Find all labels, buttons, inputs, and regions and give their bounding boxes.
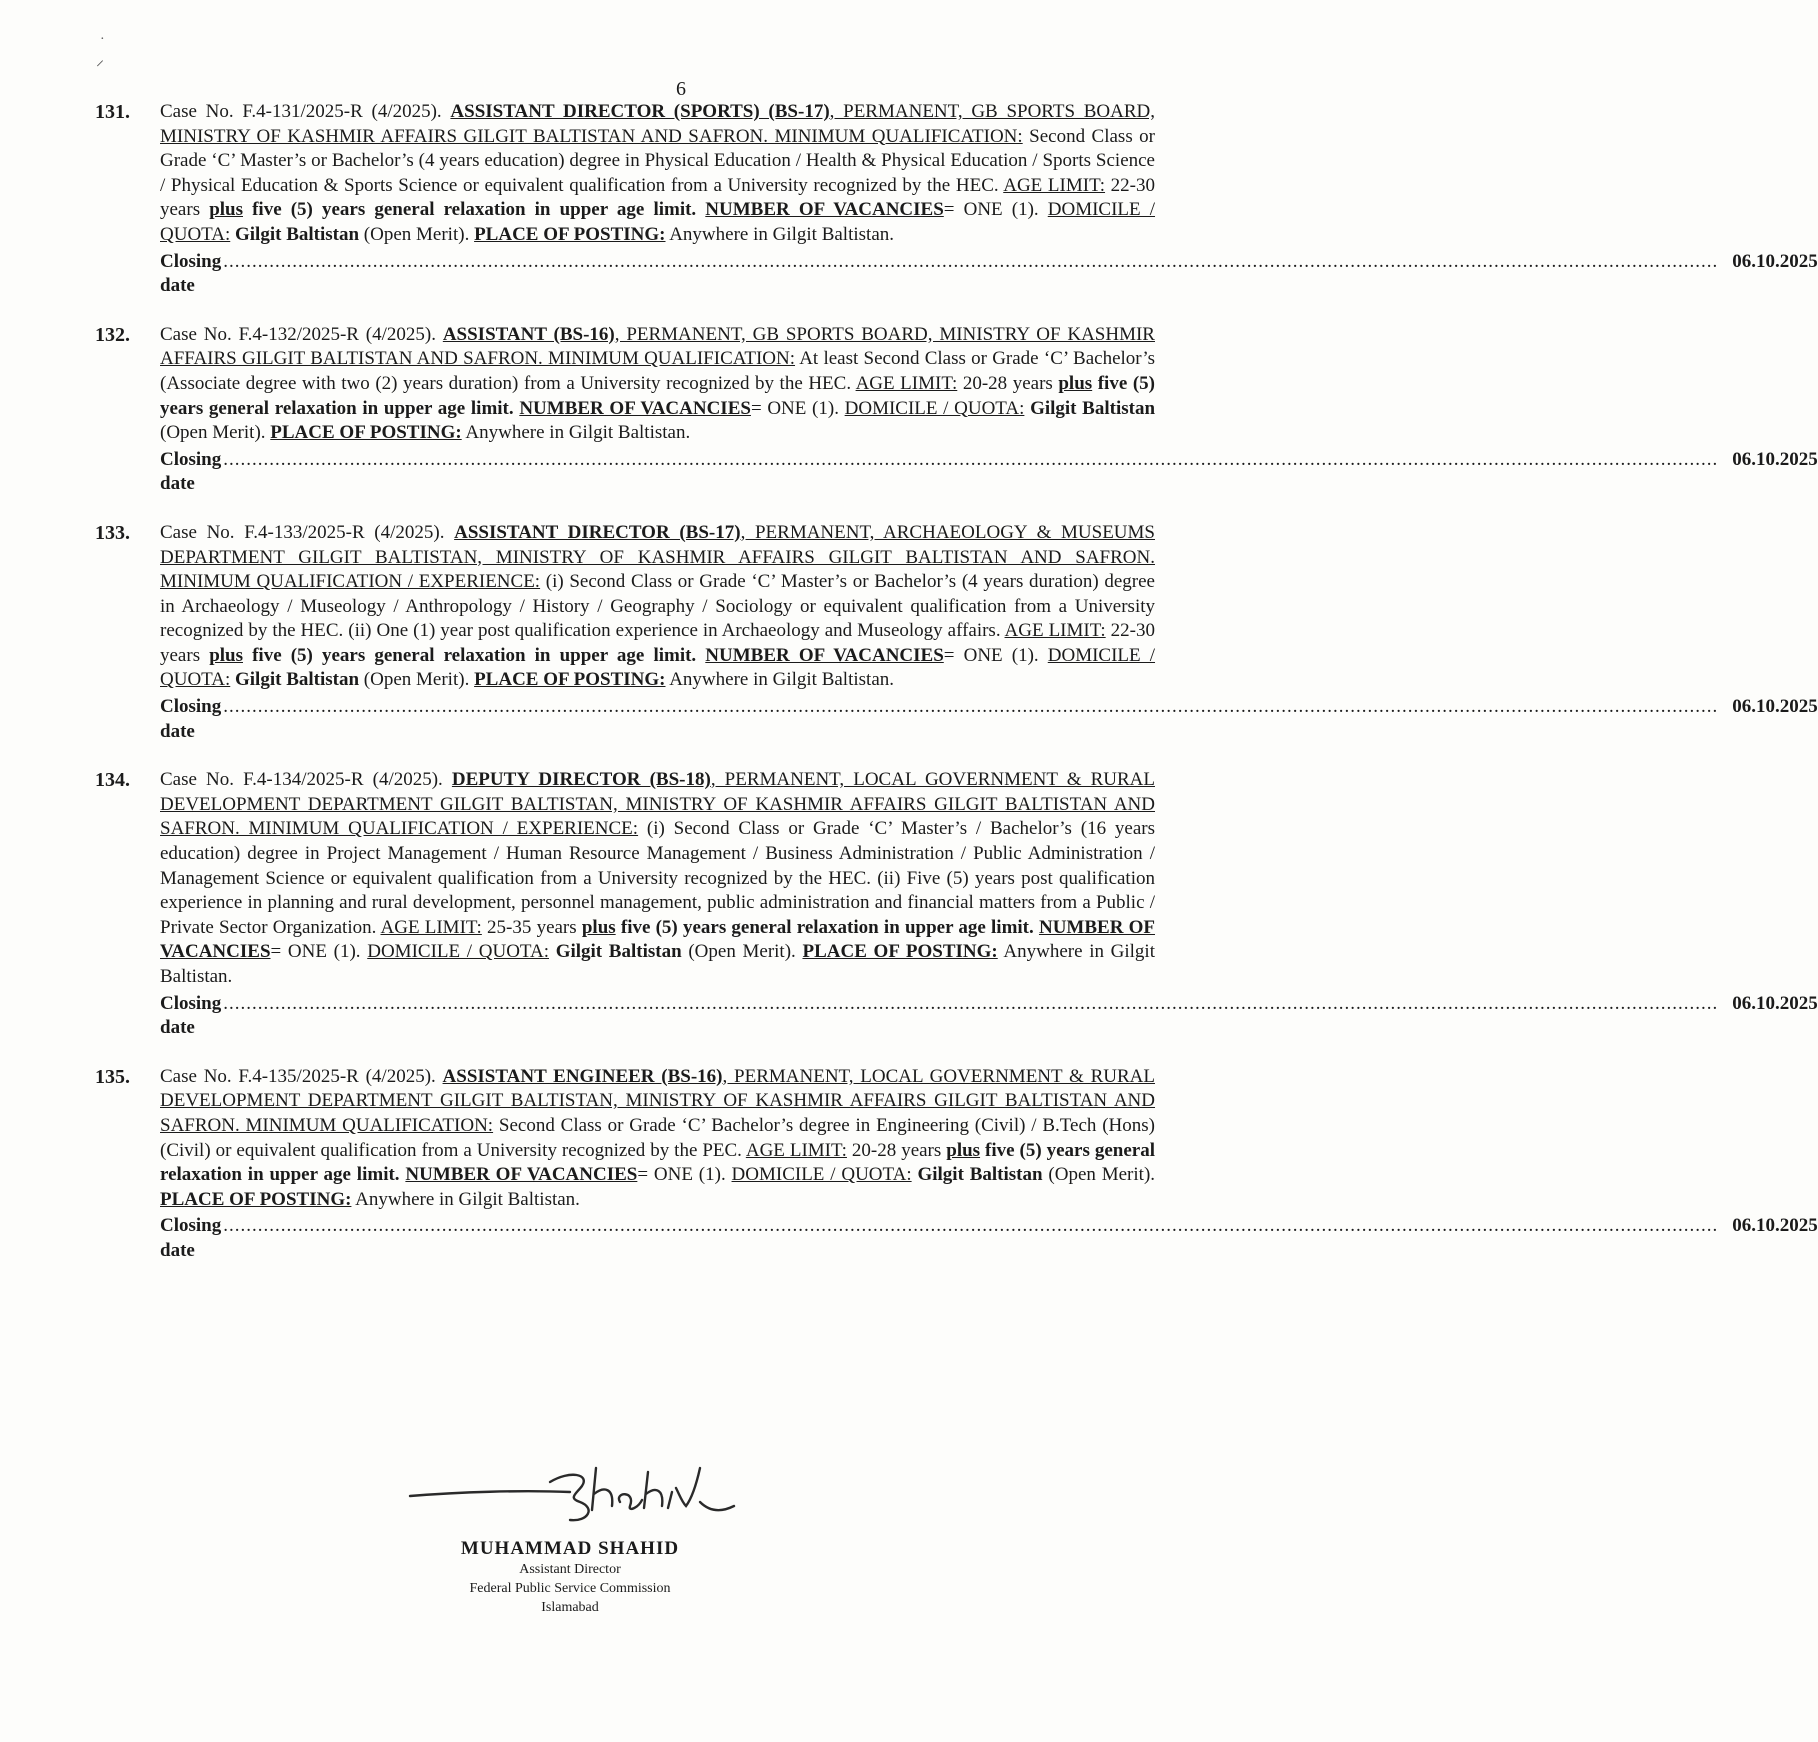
- entry-number: 135.: [95, 1065, 130, 1088]
- entry-text-segment: five (5) years general relaxation in upper age limit.: [243, 199, 706, 221]
- closing-date-label: Closing date: [160, 696, 222, 742]
- entry-text-segment: (Open Merit).: [359, 669, 475, 691]
- entry-text-segment: , PERMANENT, GB SPORTS BOARD, MINISTRY OF KASHMIR AFFAIRS GILGIT BALTISTAN AND SAFRON. MINIMUM QUALIFICATION:: [160, 101, 1156, 147]
- closing-date-value: 06.10.2025: [1732, 250, 1818, 272]
- entry-text-segment: Anywhere in Gilgit Baltistan.: [665, 669, 895, 691]
- entry-body: [160, 521, 1155, 693]
- handwritten-signature: [400, 1462, 740, 1534]
- entry-text-segment: five (5) years general relaxation in upper age limit.: [243, 644, 706, 666]
- entry-text-segment: Case No. F.4-133/2025-R (4/2025).: [160, 521, 455, 543]
- entry-text-segment: Gilgit Baltistan: [1030, 397, 1156, 419]
- vacancy-entry: [95, 1065, 1818, 1264]
- vacancy-list: [95, 100, 1818, 1288]
- entry-text-segment: Gilgit Baltistan: [917, 1164, 1043, 1186]
- entry-text-segment: plus: [1058, 372, 1093, 394]
- entry-text-segment: Gilgit Baltistan: [235, 223, 360, 245]
- entry-text-segment: NUMBER OF VACANCIES: [705, 644, 944, 666]
- entry-text-segment: , PERMANENT, LOCAL GOVERNMENT & RURAL DEVELOPMENT DEPARTMENT GILGIT BALTISTAN, MINISTRY OF KASHMIR AFFAIRS GILGIT BALTISTAN AND SAFRON. MINIMUM QUALIFICATION / EXPERIENCE:: [160, 769, 1155, 840]
- entry-text-segment: , PERMANENT, GB SPORTS BOARD, MINISTRY OF KASHMIR AFFAIRS GILGIT BALTISTAN AND SAFRON. MINIMUM QUALIFICATION:: [160, 323, 1155, 370]
- entry-text-segment: plus: [581, 916, 616, 938]
- entry-text-segment: five (5) years general relaxation in upper age limit.: [615, 916, 1039, 938]
- closing-date-label: Closing date: [160, 992, 222, 1039]
- entry-text-segment: NUMBER OF VACANCIES: [519, 397, 751, 419]
- entry-text-segment: AGE LIMIT:: [745, 1139, 847, 1161]
- entry-number: 132.: [95, 323, 130, 346]
- entry-text-segment: Gilgit Baltistan: [555, 941, 682, 963]
- entry-text-segment: 25-35 years: [481, 916, 582, 938]
- entry-text-segment: Second Class or Grade ‘C’ Bachelor’s degree in Engineering (Civil) / B.Tech (Hons) (Civil) or equivalent qualification from a University recognized by the PEC.: [160, 1114, 1155, 1161]
- entry-number: 134.: [95, 769, 130, 792]
- entry-text-segment: (Open Merit).: [1042, 1164, 1156, 1186]
- entry-text-segment: NUMBER OF VACANCIES: [705, 199, 944, 221]
- entry-text-segment: 22-30 years: [160, 620, 1155, 666]
- entry-text-segment: = ONE (1).: [270, 941, 368, 963]
- entry-text-segment: AGE LIMIT:: [855, 372, 958, 394]
- vacancy-entry: [95, 521, 1818, 744]
- entry-text-segment: NUMBER OF VACANCIES: [405, 1164, 638, 1186]
- closing-date-value: 06.10.2025: [1732, 992, 1818, 1014]
- closing-date-row: [160, 448, 1818, 497]
- entry-text-segment: DOMICILE / QUOTA:: [844, 397, 1025, 419]
- entry-text-segment: Case No. F.4-135/2025-R (4/2025).: [160, 1065, 443, 1087]
- entry-text-segment: Case No. F.4-132/2025-R (4/2025).: [160, 323, 443, 345]
- entry-body: [160, 1065, 1155, 1213]
- vacancy-entry: [95, 323, 1818, 497]
- entry-text-segment: Anywhere in Gilgit Baltistan.: [160, 941, 1155, 987]
- entry-text-segment: AGE LIMIT:: [1003, 174, 1106, 196]
- entry-text-segment: = ONE (1).: [943, 644, 1048, 666]
- closing-date-row: [160, 695, 1818, 744]
- entry-text-segment: DOMICILE / QUOTA:: [731, 1164, 912, 1186]
- closing-date-row: [160, 250, 1818, 299]
- entry-text-segment: Anywhere in Gilgit Baltistan.: [461, 422, 691, 444]
- dot-leader: ....................................................................................................................................................................................................................................................................: [223, 250, 1719, 272]
- scan-speck: ⸝: [96, 52, 105, 69]
- entry-number: 131.: [95, 101, 130, 123]
- entry-text-segment: Anywhere in Gilgit Baltistan.: [351, 1188, 580, 1210]
- entry-text-segment: 22-30 years: [160, 174, 1156, 221]
- entry-text-segment: (i) Second Class or Grade ‘C’ Master’s / Bachelor’s (16 years education) degree in Project Management / Human Resource Management / Business Administration / Public Administration / Management Science or equivalent qualification from a University recognized by the HEC. (ii) Five (5) years post qualification experience in planning and rural development, personnel management, public administration and financial matters from a Public / Private Sector Organization.: [160, 818, 1155, 938]
- signature-block: [380, 1462, 760, 1617]
- entry-text-segment: PLACE OF POSTING:: [474, 223, 666, 245]
- entry-text-segment: ASSISTANT DIRECTOR (SPORTS) (BS-17): [450, 101, 830, 122]
- entry-text-segment: = ONE (1).: [943, 199, 1048, 221]
- entry-text-segment: Case No. F.4-134/2025-R (4/2025).: [160, 769, 452, 791]
- closing-date-row: [160, 992, 1818, 1041]
- entry-body: [160, 100, 1155, 248]
- entry-text-segment: PLACE OF POSTING:: [270, 422, 462, 444]
- entry-text-segment: (i) Second Class or Grade ‘C’ Master’s or Bachelor’s (4 years duration) degree in Archaeology / Museology / Anthropology / History / Geography / Sociology or equivalent qualification from a University recognized by the HEC. (ii) One (1) year post qualification experience in Archaeology and Museology affairs.: [160, 571, 1155, 642]
- entry-text-segment: (Open Merit).: [160, 422, 271, 444]
- entry-text-segment: DOMICILE / QUOTA:: [160, 199, 1156, 245]
- page-number: 6: [676, 78, 686, 100]
- dot-leader: ....................................................................................................................................................................................................................................................................: [223, 448, 1719, 470]
- entry-text-segment: ASSISTANT ENGINEER (BS-16): [442, 1065, 723, 1087]
- closing-date-value: 06.10.2025: [1732, 696, 1818, 718]
- signatory-city: Islamabad: [541, 1600, 599, 1615]
- entry-body: [160, 323, 1155, 446]
- entry-text-segment: plus: [209, 644, 243, 666]
- vacancy-entry: [95, 768, 1818, 1041]
- entry-text-segment: ASSISTANT (BS-16): [442, 323, 615, 345]
- signatory-designation: Assistant Director: [519, 1562, 621, 1577]
- closing-date-label: Closing date: [160, 250, 222, 297]
- signatory-name: MUHAMMAD SHAHID: [460, 1538, 680, 1559]
- entry-text-segment: DEPUTY DIRECTOR (BS-18): [451, 769, 711, 791]
- entry-text-segment: Gilgit Baltistan: [235, 669, 360, 691]
- entry-text-segment: [549, 941, 556, 962]
- entry-text-segment: AGE LIMIT:: [380, 916, 482, 938]
- entry-text-segment: = ONE (1).: [637, 1164, 732, 1186]
- entry-text-segment: , PERMANENT, LOCAL GOVERNMENT & RURAL DEVELOPMENT DEPARTMENT GILGIT BALTISTAN, MINISTRY OF KASHMIR AFFAIRS GILGIT BALTISTAN AND SAFRON. MINIMUM QUALIFICATION:: [160, 1065, 1155, 1136]
- signatory-organization: Federal Public Service Commission: [469, 1581, 671, 1596]
- dot-leader: ....................................................................................................................................................................................................................................................................: [223, 1215, 1719, 1237]
- entry-text-segment: At least Second Class or Grade ‘C’ Bachelor’s (Associate degree with two (2) years duration) from a University recognized by the HEC.: [160, 348, 1155, 394]
- entry-text-segment: Case No. F.4-131/2025-R (4/2025).: [160, 101, 451, 122]
- closing-date-value: 06.10.2025: [1732, 448, 1818, 470]
- entry-text-segment: (Open Merit).: [359, 223, 475, 245]
- entry-text-segment: plus: [946, 1139, 981, 1161]
- entry-text-segment: ASSISTANT DIRECTOR (BS-17): [454, 521, 741, 543]
- entry-text-segment: 20-28 years: [846, 1139, 947, 1161]
- entry-text-segment: plus: [209, 199, 243, 221]
- entry-text-segment: five (5) years general relaxation in upper age limit.: [160, 372, 1155, 419]
- entry-text-segment: , PERMANENT, ARCHAEOLOGY & MUSEUMS DEPARTMENT GILGIT BALTISTAN, MINISTRY OF KASHMIR AFFAIRS GILGIT BALTISTAN AND SAFRON. MINIMUM QUALIFICATION / EXPERIENCE:: [160, 521, 1155, 593]
- entry-text-segment: PLACE OF POSTING:: [802, 941, 998, 963]
- scan-speck: ·: [100, 32, 105, 47]
- dot-leader: ....................................................................................................................................................................................................................................................................: [223, 992, 1719, 1014]
- entry-number: 133.: [95, 521, 130, 544]
- entry-text-segment: = ONE (1).: [750, 397, 845, 419]
- entry-text-segment: AGE LIMIT:: [1004, 620, 1106, 642]
- closing-date-label: Closing date: [160, 1215, 222, 1261]
- entry-text-segment: five (5) years general relaxation in upper age limit.: [160, 1139, 1155, 1186]
- entry-text-segment: Second Class or Grade ‘C’ Master’s or Bachelor’s (4 years education) degree in Physical Education / Health & Physical Education / Sports Science / Physical Education & Sports Science or equivalent qualification from a University recognized by the HEC.: [160, 125, 1155, 196]
- closing-date-value: 06.10.2025: [1732, 1215, 1818, 1237]
- vacancy-entry: [95, 100, 1818, 299]
- entry-text-segment: Anywhere in Gilgit Baltistan.: [665, 223, 895, 245]
- entry-text-segment: DOMICILE / QUOTA:: [367, 941, 549, 963]
- entry-text-segment: (Open Merit).: [681, 941, 803, 963]
- closing-date-label: Closing date: [160, 448, 222, 495]
- closing-date-row: [160, 1214, 1818, 1263]
- entry-body: [160, 768, 1155, 989]
- entry-text-segment: NUMBER OF VACANCIES: [160, 916, 1155, 963]
- entry-text-segment: PLACE OF POSTING:: [160, 1188, 352, 1210]
- entry-text-segment: 20-28 years: [957, 372, 1059, 394]
- entry-text-segment: PLACE OF POSTING:: [474, 669, 666, 691]
- dot-leader: ....................................................................................................................................................................................................................................................................: [223, 696, 1719, 718]
- entry-text-segment: DOMICILE / QUOTA:: [160, 644, 1156, 691]
